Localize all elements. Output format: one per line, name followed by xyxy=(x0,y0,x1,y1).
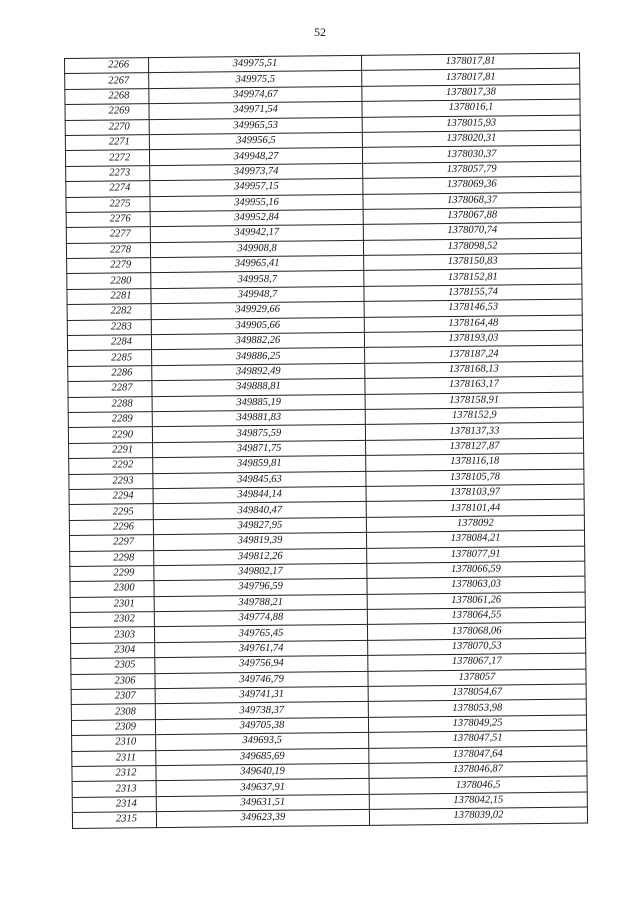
x-coordinate-cell: 349957,15 xyxy=(150,179,363,197)
point-number-cell: 2298 xyxy=(70,550,154,566)
point-number-cell: 2311 xyxy=(72,750,156,766)
point-number-cell: 2297 xyxy=(70,535,154,551)
y-coordinate-cell: 1378101,44 xyxy=(366,499,584,517)
table-body xyxy=(65,53,588,828)
y-coordinate-cell: 1378016,1 xyxy=(362,99,580,117)
point-number-cell: 2285 xyxy=(68,350,152,366)
y-coordinate-cell: 1378015,93 xyxy=(362,115,580,133)
point-number-cell: 2272 xyxy=(65,150,149,166)
x-coordinate-cell: 349956,5 xyxy=(149,132,362,150)
x-coordinate-cell: 349756,94 xyxy=(155,656,368,674)
point-number-cell: 2277 xyxy=(66,227,150,243)
x-coordinate-cell: 349888,81 xyxy=(152,379,365,397)
point-number-cell: 2314 xyxy=(72,796,156,812)
point-number-cell: 2309 xyxy=(71,719,155,735)
x-coordinate-cell: 349971,54 xyxy=(149,102,362,120)
point-number-cell: 2312 xyxy=(72,766,156,782)
y-coordinate-cell: 1378152,9 xyxy=(365,407,583,425)
point-number-cell: 2266 xyxy=(65,58,149,74)
point-number-cell: 2273 xyxy=(66,165,150,181)
point-number-cell: 2278 xyxy=(66,242,150,258)
x-coordinate-cell: 349948,27 xyxy=(149,148,362,166)
y-coordinate-cell: 1378047,51 xyxy=(369,730,587,748)
point-number-cell: 2303 xyxy=(70,627,154,643)
y-coordinate-cell: 1378150,83 xyxy=(364,253,582,271)
x-coordinate-cell: 349965,41 xyxy=(151,255,364,273)
point-number-cell: 2315 xyxy=(72,812,156,828)
point-number-cell: 2275 xyxy=(66,196,150,212)
point-number-cell: 2301 xyxy=(70,596,154,612)
x-coordinate-cell: 349859,81 xyxy=(153,456,366,474)
x-coordinate-cell: 349975,51 xyxy=(149,55,362,73)
point-number-cell: 2304 xyxy=(71,642,155,658)
point-number-cell: 2300 xyxy=(70,581,154,597)
y-coordinate-cell: 1378067,17 xyxy=(368,653,586,671)
y-coordinate-cell: 1378068,06 xyxy=(367,623,585,641)
y-coordinate-cell: 1378070,53 xyxy=(368,638,586,656)
point-number-cell: 2274 xyxy=(66,181,150,197)
point-number-cell: 2291 xyxy=(69,442,153,458)
point-number-cell: 2271 xyxy=(65,135,149,151)
y-coordinate-cell: 1378057 xyxy=(368,669,586,687)
x-coordinate-cell: 349765,45 xyxy=(154,625,367,643)
y-coordinate-cell: 1378017,81 xyxy=(362,68,580,86)
point-number-cell: 2284 xyxy=(67,335,151,351)
point-number-cell: 2302 xyxy=(70,612,154,628)
y-coordinate-cell: 1378053,98 xyxy=(368,699,586,717)
x-coordinate-cell: 349693,5 xyxy=(156,733,369,751)
y-coordinate-cell: 1378116,18 xyxy=(366,453,584,471)
x-coordinate-cell: 349871,75 xyxy=(153,440,366,458)
page-number: 52 xyxy=(314,25,326,39)
x-coordinate-cell: 349948,7 xyxy=(151,286,364,304)
point-number-cell: 2313 xyxy=(72,781,156,797)
x-coordinate-cell: 349812,26 xyxy=(154,548,367,566)
x-coordinate-cell: 349631,51 xyxy=(156,794,369,812)
point-number-cell: 2279 xyxy=(67,258,151,274)
y-coordinate-cell: 1378017,38 xyxy=(362,84,580,102)
x-coordinate-cell: 349746,79 xyxy=(155,671,368,689)
y-coordinate-cell: 1378105,78 xyxy=(366,469,584,487)
x-coordinate-cell: 349975,5 xyxy=(149,71,362,89)
x-coordinate-cell: 349958,7 xyxy=(151,271,364,289)
x-coordinate-cell: 349955,16 xyxy=(150,194,363,212)
point-number-cell: 2268 xyxy=(65,88,149,104)
y-coordinate-cell: 1378103,97 xyxy=(366,484,584,502)
y-coordinate-cell: 1378152,81 xyxy=(364,269,582,287)
x-coordinate-cell: 349623,39 xyxy=(156,809,369,827)
x-coordinate-cell: 349929,66 xyxy=(151,302,364,320)
point-number-cell: 2305 xyxy=(71,658,155,674)
y-coordinate-cell: 1378066,59 xyxy=(367,561,585,579)
y-coordinate-cell: 1378070,74 xyxy=(363,222,581,240)
x-coordinate-cell: 349738,37 xyxy=(155,702,368,720)
point-number-cell: 2288 xyxy=(68,396,152,412)
y-coordinate-cell: 1378020,31 xyxy=(362,130,580,148)
y-coordinate-cell: 1378042,15 xyxy=(369,792,587,810)
point-number-cell: 2292 xyxy=(69,458,153,474)
x-coordinate-cell: 349827,95 xyxy=(153,517,366,535)
y-coordinate-cell: 1378061,26 xyxy=(367,592,585,610)
x-coordinate-cell: 349844,14 xyxy=(153,486,366,504)
y-coordinate-cell: 1378164,48 xyxy=(364,315,582,333)
x-coordinate-cell: 349886,25 xyxy=(152,348,365,366)
point-number-cell: 2306 xyxy=(71,673,155,689)
y-coordinate-cell: 1378054,67 xyxy=(368,684,586,702)
coordinates-table xyxy=(64,53,588,829)
point-number-cell: 2283 xyxy=(67,319,151,335)
x-coordinate-cell: 349802,17 xyxy=(154,563,367,581)
point-number-cell: 2280 xyxy=(67,273,151,289)
x-coordinate-cell: 349819,39 xyxy=(153,532,366,550)
x-coordinate-cell: 349640,19 xyxy=(156,763,369,781)
point-number-cell: 2269 xyxy=(65,104,149,120)
point-number-cell: 2308 xyxy=(71,704,155,720)
point-number-cell: 2295 xyxy=(69,504,153,520)
x-coordinate-cell: 349952,84 xyxy=(150,209,363,227)
point-number-cell: 2281 xyxy=(67,288,151,304)
x-coordinate-cell: 349774,88 xyxy=(154,609,367,627)
y-coordinate-cell: 1378127,87 xyxy=(366,438,584,456)
y-coordinate-cell: 1378067,88 xyxy=(363,207,581,225)
x-coordinate-cell: 349840,47 xyxy=(153,502,366,520)
coordinates-table-wrapper xyxy=(64,53,588,829)
y-coordinate-cell: 1378047,64 xyxy=(369,746,587,764)
x-coordinate-cell: 349685,69 xyxy=(156,748,369,766)
y-coordinate-cell: 1378063,03 xyxy=(367,576,585,594)
point-number-cell: 2299 xyxy=(70,565,154,581)
y-coordinate-cell: 1378168,13 xyxy=(365,361,583,379)
y-coordinate-cell: 1378163,17 xyxy=(365,376,583,394)
y-coordinate-cell: 1378137,33 xyxy=(365,422,583,440)
x-coordinate-cell: 349974,67 xyxy=(149,86,362,104)
point-number-cell: 2267 xyxy=(65,73,149,89)
point-number-cell: 2287 xyxy=(68,381,152,397)
x-coordinate-cell: 349908,8 xyxy=(150,240,363,258)
y-coordinate-cell: 1378046,87 xyxy=(369,761,587,779)
point-number-cell: 2293 xyxy=(69,473,153,489)
y-coordinate-cell: 1378187,24 xyxy=(365,346,583,364)
y-coordinate-cell: 1378064,55 xyxy=(367,607,585,625)
x-coordinate-cell: 349845,63 xyxy=(153,471,366,489)
point-number-cell: 2270 xyxy=(65,119,149,135)
y-coordinate-cell: 1378017,81 xyxy=(361,53,579,71)
x-coordinate-cell: 349882,26 xyxy=(151,332,364,350)
y-coordinate-cell: 1378084,21 xyxy=(366,530,584,548)
point-number-cell: 2286 xyxy=(68,365,152,381)
y-coordinate-cell: 1378068,37 xyxy=(363,192,581,210)
y-coordinate-cell: 1378098,52 xyxy=(363,238,581,256)
point-number-cell: 2290 xyxy=(68,427,152,443)
y-coordinate-cell: 1378030,37 xyxy=(362,145,580,163)
x-coordinate-cell: 349973,74 xyxy=(150,163,363,181)
y-coordinate-cell: 1378077,91 xyxy=(367,546,585,564)
x-coordinate-cell: 349741,31 xyxy=(155,686,368,704)
x-coordinate-cell: 349905,66 xyxy=(151,317,364,335)
y-coordinate-cell: 1378046,5 xyxy=(369,776,587,794)
x-coordinate-cell: 349881,83 xyxy=(152,409,365,427)
y-coordinate-cell: 1378039,02 xyxy=(369,807,587,825)
x-coordinate-cell: 349761,74 xyxy=(155,640,368,658)
y-coordinate-cell: 1378193,03 xyxy=(364,330,582,348)
y-coordinate-cell: 1378155,74 xyxy=(364,284,582,302)
x-coordinate-cell: 349875,59 xyxy=(152,425,365,443)
point-number-cell: 2276 xyxy=(66,212,150,228)
x-coordinate-cell: 349796,59 xyxy=(154,579,367,597)
x-coordinate-cell: 349788,21 xyxy=(154,594,367,612)
x-coordinate-cell: 349942,17 xyxy=(150,225,363,243)
point-number-cell: 2289 xyxy=(68,412,152,428)
x-coordinate-cell: 349885,19 xyxy=(152,394,365,412)
y-coordinate-cell: 1378146,53 xyxy=(364,299,582,317)
y-coordinate-cell: 1378057,79 xyxy=(363,161,581,179)
y-coordinate-cell: 1378092 xyxy=(366,515,584,533)
y-coordinate-cell: 1378158,91 xyxy=(365,392,583,410)
point-number-cell: 2307 xyxy=(71,689,155,705)
y-coordinate-cell: 1378049,25 xyxy=(368,715,586,733)
x-coordinate-cell: 349637,91 xyxy=(156,779,369,797)
point-number-cell: 2282 xyxy=(67,304,151,320)
point-number-cell: 2294 xyxy=(69,489,153,505)
point-number-cell: 2296 xyxy=(69,519,153,535)
x-coordinate-cell: 349965,53 xyxy=(149,117,362,135)
x-coordinate-cell: 349892,49 xyxy=(152,363,365,381)
point-number-cell: 2310 xyxy=(72,735,156,751)
x-coordinate-cell: 349705,38 xyxy=(155,717,368,735)
y-coordinate-cell: 1378069,36 xyxy=(363,176,581,194)
